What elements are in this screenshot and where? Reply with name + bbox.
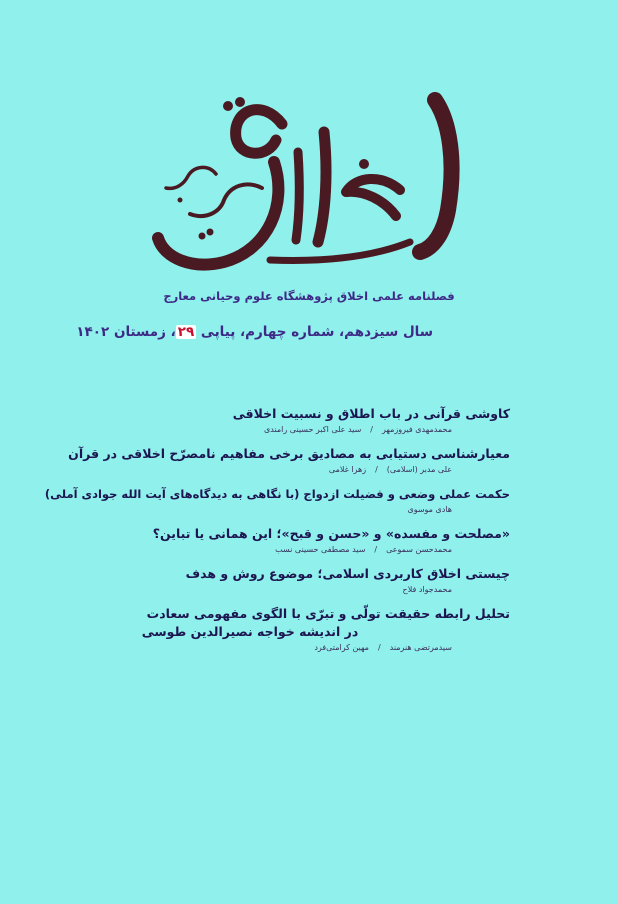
article-item	[60, 525, 510, 557]
issue-info-prefix: سال سیزدهم، شماره چهارم، پیاپی	[196, 324, 433, 340]
issue-serial-number: ۲۹	[177, 324, 195, 340]
author-name: محمدجواد فلاح	[402, 585, 452, 594]
author-name: علی مدبر (اسلامی)	[386, 465, 452, 474]
issue-info	[76, 324, 433, 340]
article-authors	[60, 423, 452, 437]
article-title-line-2: در اندیشه خواجه نصیرالدین طوسی	[141, 624, 359, 639]
author-name: محمدحسن سموعی	[386, 545, 452, 554]
author-separator: /	[375, 465, 378, 474]
author-name: زهرا غلامی	[328, 465, 367, 474]
article-authors	[60, 543, 452, 557]
article-item	[60, 605, 510, 655]
table-of-contents	[44, 405, 510, 663]
author-name: هادی موسوی	[407, 505, 452, 514]
article-title: حکمت عملی وضعی و فضیلت ازدواج (با نگاهی به دیدگاه‌های آیت الله جوادی آملی)	[44, 487, 510, 501]
article-title-line-1: تحلیل رابطه حقیقت تولّی و تبرّی با الگوی مفهومی سعادت	[146, 606, 510, 621]
author-name: سید مصطفی حسینی نسب	[275, 545, 366, 554]
author-name: سیدمرتضی هنرمند	[389, 643, 452, 652]
author-name: مهین کرامتی‌فرد	[314, 643, 369, 652]
article-item	[60, 445, 510, 477]
issue-info-suffix: ، زمستان ۱۴۰۲	[76, 324, 176, 340]
article-item	[60, 405, 510, 437]
author-separator: /	[374, 545, 378, 554]
article-title: کاوشی قرآنی در باب اطلاق و نسبیت اخلاقی	[232, 406, 510, 421]
article-item	[60, 565, 510, 597]
journal-logo-calligraphy	[150, 92, 468, 272]
article-title: «مصلحت و مفسده» و «حسن و قبح»؛ این همانی یا تباین؟	[152, 526, 510, 541]
journal-subtitle: فصلنامه علمی اخلاق پژوهشگاه علوم وحیانی معارج	[163, 289, 455, 303]
article-authors	[60, 503, 452, 517]
author-separator: /	[377, 643, 381, 652]
article-title: چیستی اخلاق کاربردی اسلامی؛ موضوع روش و هدف	[185, 566, 510, 581]
article-item	[44, 485, 510, 517]
author-name: سید علی اکبر حسینی رامندی	[264, 425, 362, 434]
article-authors	[60, 641, 452, 655]
article-title: معیارشناسی دستیابی به مصادیق برخی مفاهیم نامصرّح اخلاقی در قرآن	[68, 446, 510, 461]
article-authors	[60, 583, 452, 597]
author-separator: /	[370, 425, 373, 434]
author-name: محمدمهدی فیروزمهر	[381, 425, 452, 434]
article-authors	[60, 463, 452, 477]
